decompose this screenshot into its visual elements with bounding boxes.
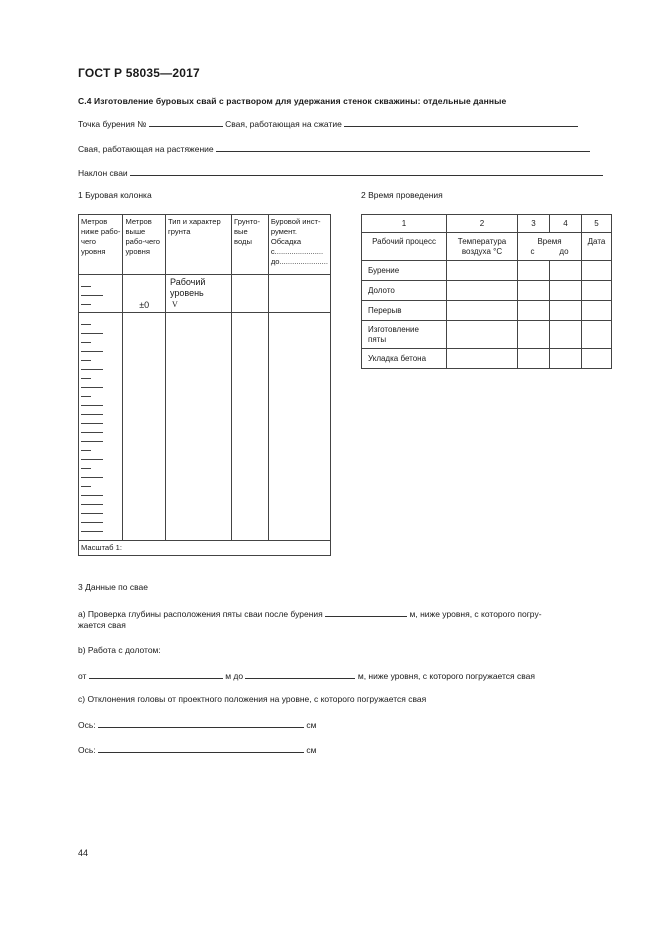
drill-column-table <box>78 214 331 556</box>
tick-mark <box>81 450 91 451</box>
to-cell[interactable] <box>550 349 582 369</box>
axis-line-2 <box>78 744 317 755</box>
drill-column-title: 1 Буровая колонка <box>78 190 152 200</box>
tick-mark <box>81 360 91 361</box>
axis-label: Ось: <box>78 720 96 730</box>
work-level-label: Рабочий уровень <box>169 277 206 298</box>
axis-field[interactable] <box>98 719 304 728</box>
temp-cell[interactable] <box>447 349 518 369</box>
col-above-level: Метров выше рабо-чего уровня <box>123 215 166 275</box>
pile-compression-label: Свая, работающая на сжатие <box>225 119 342 129</box>
pile-tilt-line <box>78 167 603 178</box>
tick-mark <box>81 405 103 406</box>
header-process: Рабочий процесс <box>362 233 447 261</box>
scale-cell: Масштаб 1: <box>79 541 331 556</box>
work-level-cell-5[interactable] <box>268 275 330 313</box>
chisel-range-unit: м, ниже уровня, с которого погружается свая <box>357 671 535 681</box>
cm-unit: см <box>306 745 317 755</box>
work-level-cell-1[interactable] <box>79 275 123 313</box>
tick-mark <box>81 504 103 505</box>
depth-check-line <box>78 608 542 619</box>
date-cell[interactable] <box>582 301 612 321</box>
tick-mark <box>81 459 103 460</box>
from-label: от <box>78 671 87 681</box>
axis-label: Ось: <box>78 745 96 755</box>
drill-point-field[interactable] <box>149 118 223 127</box>
pile-compression-field[interactable] <box>344 118 578 127</box>
tick-mark <box>81 423 103 424</box>
pile-tension-label: Свая, работающая на растяжение <box>78 144 214 154</box>
row-label: Бурение <box>362 261 447 281</box>
tick-mark <box>81 378 91 379</box>
above-scale-cell[interactable] <box>123 313 166 541</box>
from-cell[interactable] <box>518 321 550 349</box>
tick-mark <box>81 414 103 415</box>
depth-check-field[interactable] <box>325 608 407 617</box>
tick-mark <box>81 342 91 343</box>
temp-cell[interactable] <box>447 321 518 349</box>
axis-field[interactable] <box>98 744 304 753</box>
tick-mark <box>81 295 103 296</box>
to-cell[interactable] <box>550 281 582 301</box>
tick-mark <box>81 522 103 523</box>
temp-cell[interactable] <box>447 301 518 321</box>
casing-from: с....................... <box>270 247 324 256</box>
tick-mark <box>81 486 91 487</box>
head-deviation-label: с) Отклонения головы от проектного положения на уровне, с которого погружается свая <box>78 694 427 704</box>
tick-mark <box>81 495 103 496</box>
num-2: 2 <box>447 215 518 233</box>
header-time <box>518 233 582 261</box>
col-drill-tool <box>268 215 330 275</box>
pile-tension-field[interactable] <box>216 143 590 152</box>
header-time-label: Время <box>537 237 562 246</box>
temp-cell[interactable] <box>447 281 518 301</box>
date-cell[interactable] <box>582 261 612 281</box>
to-cell[interactable] <box>550 301 582 321</box>
pile-tilt-field[interactable] <box>130 167 603 176</box>
drill-point-line <box>78 118 578 129</box>
tick-mark <box>81 369 103 370</box>
level-mark: V <box>171 300 178 309</box>
header-time-range <box>518 247 581 257</box>
row-label: Перерыв <box>362 301 447 321</box>
zero-level: ±0 <box>123 275 166 313</box>
num-1: 1 <box>362 215 447 233</box>
row-label: Долото <box>362 281 447 301</box>
from-cell[interactable] <box>518 349 550 369</box>
page-number: 44 <box>78 848 89 858</box>
tick-mark <box>81 351 103 352</box>
num-4: 4 <box>550 215 582 233</box>
section-title: С.4 Изготовление буровых свай с раствором для удержания стенок скважины: отдельные данные <box>78 96 507 106</box>
col-below-level: Метров ниже рабо-чего уровня <box>79 215 123 275</box>
from-cell[interactable] <box>518 281 550 301</box>
to-cell[interactable] <box>550 261 582 281</box>
drill-tool-label: Буровой инст-румент. Обсадка <box>270 217 321 246</box>
tick-mark <box>81 387 103 388</box>
tick-mark <box>81 432 103 433</box>
time-table <box>361 214 612 369</box>
header-temperature: Температура воздуха °С <box>447 233 518 261</box>
chisel-range-line <box>78 670 535 681</box>
depth-check-unit: м, ниже уровня, с которого погру- <box>409 609 542 619</box>
tick-mark <box>81 468 91 469</box>
header-time-to: до <box>559 247 569 256</box>
depth-scale-cell[interactable] <box>79 313 123 541</box>
date-cell[interactable] <box>582 321 612 349</box>
tick-mark <box>81 286 91 287</box>
temp-cell[interactable] <box>447 261 518 281</box>
time-table-title: 2 Время проведения <box>361 190 443 200</box>
pile-tilt-label: Наклон сваи <box>78 168 128 178</box>
tick-mark <box>81 304 91 305</box>
tool-body-cell[interactable] <box>268 313 330 541</box>
to-label: м до <box>225 671 244 681</box>
water-body-cell[interactable] <box>232 313 269 541</box>
cm-unit: см <box>306 720 317 730</box>
header-date: Дата <box>582 233 612 261</box>
tick-mark <box>81 324 91 325</box>
num-5: 5 <box>582 215 612 233</box>
depth-check-cont: жается свая <box>78 620 126 630</box>
tick-mark <box>81 531 103 532</box>
tick-mark <box>81 513 103 514</box>
header-time-from: с <box>530 247 535 256</box>
from-field[interactable] <box>89 670 223 679</box>
tick-mark <box>81 441 103 442</box>
date-cell[interactable] <box>582 281 612 301</box>
casing-to: до....................... <box>270 257 328 266</box>
chisel-work-label: b) Работа с долотом: <box>78 645 161 655</box>
row-label: Укладка бетона <box>362 349 447 369</box>
depth-check-label: а) Проверка глубины расположения пяты сваи после бурения <box>78 609 323 619</box>
pile-tension-line <box>78 143 590 154</box>
work-level-cell-4[interactable] <box>232 275 269 313</box>
to-cell[interactable] <box>550 321 582 349</box>
row-label: Изготовление пяты <box>362 321 447 349</box>
soil-body-cell[interactable] <box>165 313 231 541</box>
document-header: ГОСТ Р 58035—2017 <box>78 66 200 80</box>
axis-line-1 <box>78 719 317 730</box>
drill-point-label: Точка бурения № <box>78 119 147 129</box>
col-groundwater: Грунто-вые воды <box>232 215 269 275</box>
date-cell[interactable] <box>582 349 612 369</box>
num-3: 3 <box>518 215 550 233</box>
tick-mark <box>81 396 91 397</box>
col-soil-type: Тип и характер грунта <box>165 215 231 275</box>
work-level-cell <box>165 275 231 313</box>
to-field[interactable] <box>245 670 355 679</box>
from-cell[interactable] <box>518 301 550 321</box>
tick-mark <box>81 477 103 478</box>
tick-mark <box>81 333 103 334</box>
pile-data-title: 3 Данные по свае <box>78 582 148 592</box>
from-cell[interactable] <box>518 261 550 281</box>
